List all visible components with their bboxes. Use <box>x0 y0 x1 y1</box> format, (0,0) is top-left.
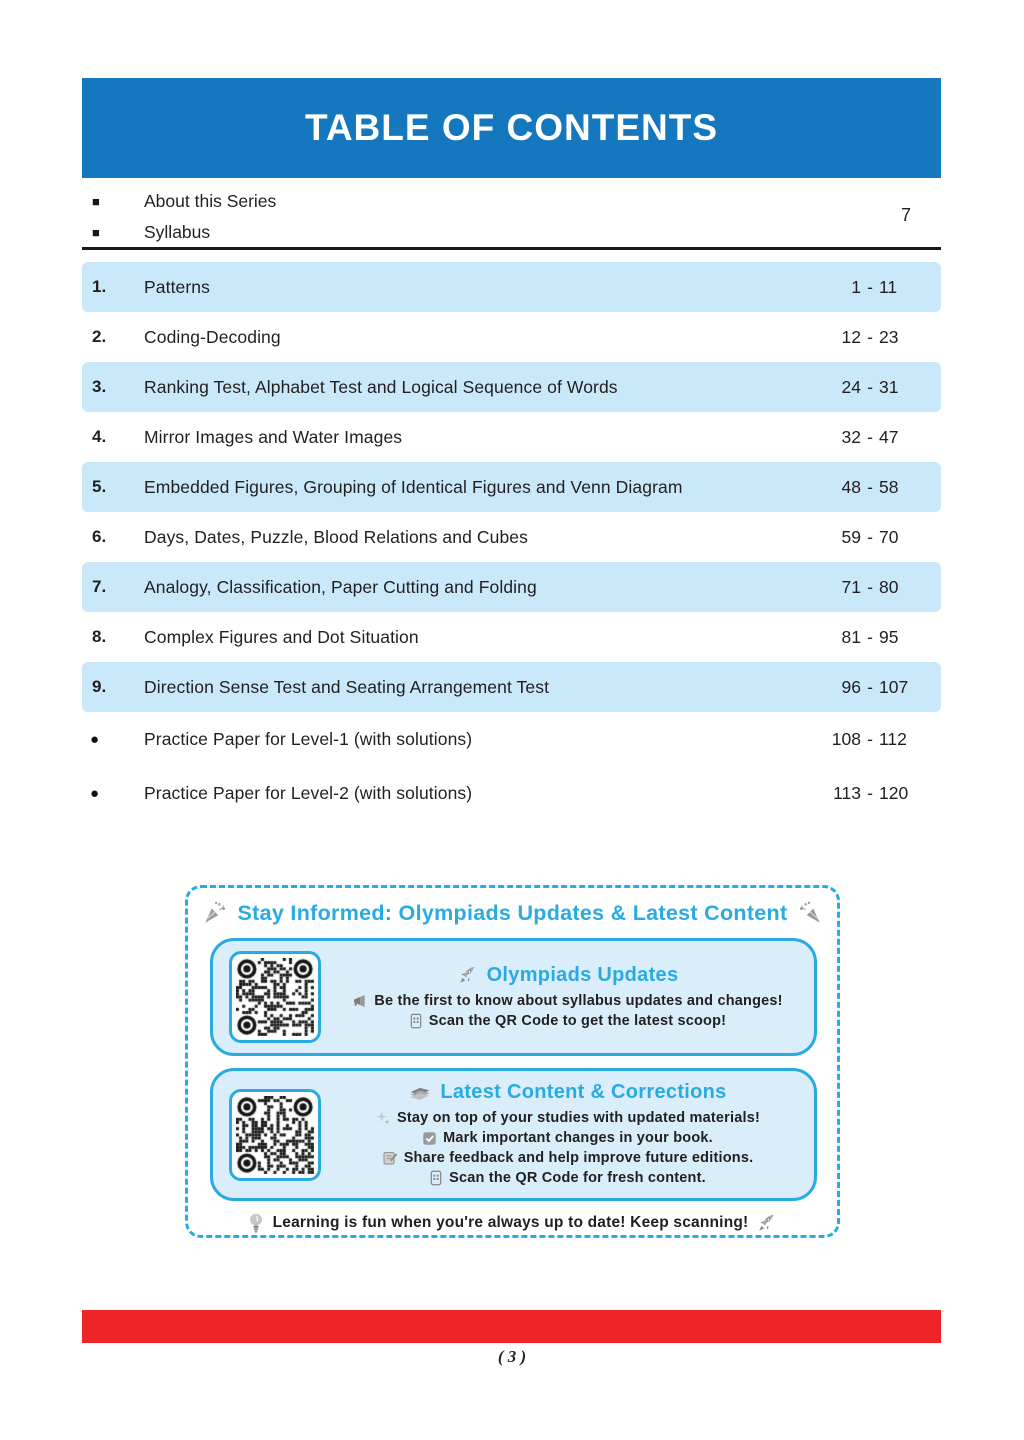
chapter-pages: 81 - 95 <box>841 626 899 647</box>
card-line-text: Scan the QR Code for fresh content. <box>449 1170 706 1186</box>
party-popper-icon <box>202 900 228 926</box>
table-row <box>82 712 941 766</box>
card-line-text: Scan the QR Code to get the latest scoop! <box>428 1012 727 1029</box>
qr-code <box>229 1089 321 1181</box>
chapter-pages: 1 - 11 <box>851 276 898 297</box>
chapter-pages: 24 - 31 <box>841 376 899 397</box>
table-row <box>82 562 941 612</box>
stay-informed-title: Stay Informed: Olympiads Updates & Latest Content <box>237 900 788 925</box>
table-row <box>82 362 941 412</box>
stay-informed-box <box>185 885 840 1238</box>
front-matter-page-number: 7 <box>900 204 911 225</box>
chapter-number: 1. <box>92 277 107 296</box>
card-line-text: Mark important changes in your book. <box>443 1130 713 1146</box>
card-title-text: Latest Content & Corrections <box>440 1081 727 1103</box>
practice-paper-list <box>82 712 941 820</box>
books-icon <box>408 1083 432 1103</box>
page-title: TABLE OF CONTENTS <box>304 107 718 148</box>
front-matter-row <box>82 217 941 248</box>
table-row <box>82 412 941 462</box>
chapter-title: Mirror Images and Water Images <box>144 426 403 447</box>
table-row <box>82 766 941 820</box>
qr-scanner-icon <box>409 1013 423 1029</box>
promo-footer <box>188 1212 837 1234</box>
memo-pencil-icon <box>382 1150 398 1166</box>
table-row <box>82 662 941 712</box>
megaphone-icon <box>352 993 368 1009</box>
practice-paper-title: Practice Paper for Level-2 (with solutions) <box>144 782 473 803</box>
square-bullet-icon: ■ <box>92 225 100 240</box>
olympiads-updates-body <box>335 964 800 1031</box>
chapter-pages: 12 - 23 <box>841 326 899 347</box>
front-matter-label: About this Series <box>144 191 277 211</box>
footer-red-bar <box>82 1310 941 1343</box>
chapter-title: Ranking Test, Alphabet Test and Logical Sequence of Words <box>144 376 618 397</box>
chapter-list <box>82 262 941 712</box>
front-matter-label: Syllabus <box>144 222 211 242</box>
card-line-text: Stay on top of your studies with updated materials! <box>396 1110 761 1126</box>
chapter-number: 7. <box>92 577 107 596</box>
toc-header-bar <box>82 78 941 178</box>
chapter-pages: 48 - 58 <box>841 476 899 497</box>
dot-bullet-icon: ● <box>90 730 100 748</box>
sparkles-icon <box>375 1110 391 1126</box>
light-bulb-icon <box>247 1212 265 1234</box>
page-number: ( 3 ) <box>497 1347 527 1366</box>
square-bullet-icon: ■ <box>92 194 100 209</box>
practice-paper-title: Practice Paper for Level-1 (with solutions) <box>144 728 473 749</box>
latest-content-card <box>210 1068 817 1201</box>
chapter-number: 2. <box>92 327 107 346</box>
card-title-text: Olympiads Updates <box>486 963 679 986</box>
front-matter-row <box>82 186 941 217</box>
table-row <box>82 462 941 512</box>
chapter-title: Coding-Decoding <box>144 326 281 347</box>
promo-footer-text: Learning is fun when you're always up to date! Keep scanning! <box>272 1214 749 1231</box>
front-matter-section <box>82 186 941 250</box>
party-popper-icon <box>797 900 823 926</box>
chapter-title: Direction Sense Test and Seating Arrangement Test <box>144 676 550 697</box>
chapter-number: 4. <box>92 427 107 446</box>
qr-scanner-icon <box>429 1170 443 1186</box>
table-row <box>82 612 941 662</box>
chapter-title: Days, Dates, Puzzle, Blood Relations and Cubes <box>144 526 528 547</box>
dot-bullet-icon: ● <box>90 784 100 802</box>
chapter-number: 6. <box>92 527 107 546</box>
practice-paper-pages: 108 - 112 <box>831 728 907 749</box>
olympiads-updates-card <box>210 938 817 1056</box>
chapter-number: 8. <box>92 627 107 646</box>
checkbox-icon <box>422 1131 437 1146</box>
table-row <box>82 262 941 312</box>
rocket-icon <box>457 964 479 986</box>
chapter-title: Patterns <box>144 276 210 297</box>
chapter-pages: 59 - 70 <box>841 526 899 547</box>
chapter-number: 9. <box>92 677 107 696</box>
chapter-pages: 32 - 47 <box>841 426 899 447</box>
table-row <box>82 312 941 362</box>
chapter-pages: 96 - 107 <box>841 676 909 697</box>
chapter-title: Complex Figures and Dot Situation <box>144 626 419 647</box>
chapter-number: 3. <box>92 377 107 396</box>
practice-paper-pages: 113 - 120 <box>833 782 909 803</box>
chapter-pages: 71 - 80 <box>841 576 899 597</box>
table-row <box>82 512 941 562</box>
rocket-icon <box>756 1212 778 1234</box>
chapter-title: Analogy, Classification, Paper Cutting and Folding <box>144 576 537 597</box>
chapter-number: 5. <box>92 477 107 496</box>
chapter-title: Embedded Figures, Grouping of Identical Figures and Venn Diagram <box>144 476 683 497</box>
stay-informed-heading <box>188 900 837 926</box>
card-line-text: Share feedback and help improve future editions. <box>403 1150 754 1166</box>
card-line-text: Be the first to know about syllabus updates and changes! <box>374 992 783 1009</box>
latest-content-body <box>335 1081 800 1188</box>
qr-code <box>229 951 321 1043</box>
